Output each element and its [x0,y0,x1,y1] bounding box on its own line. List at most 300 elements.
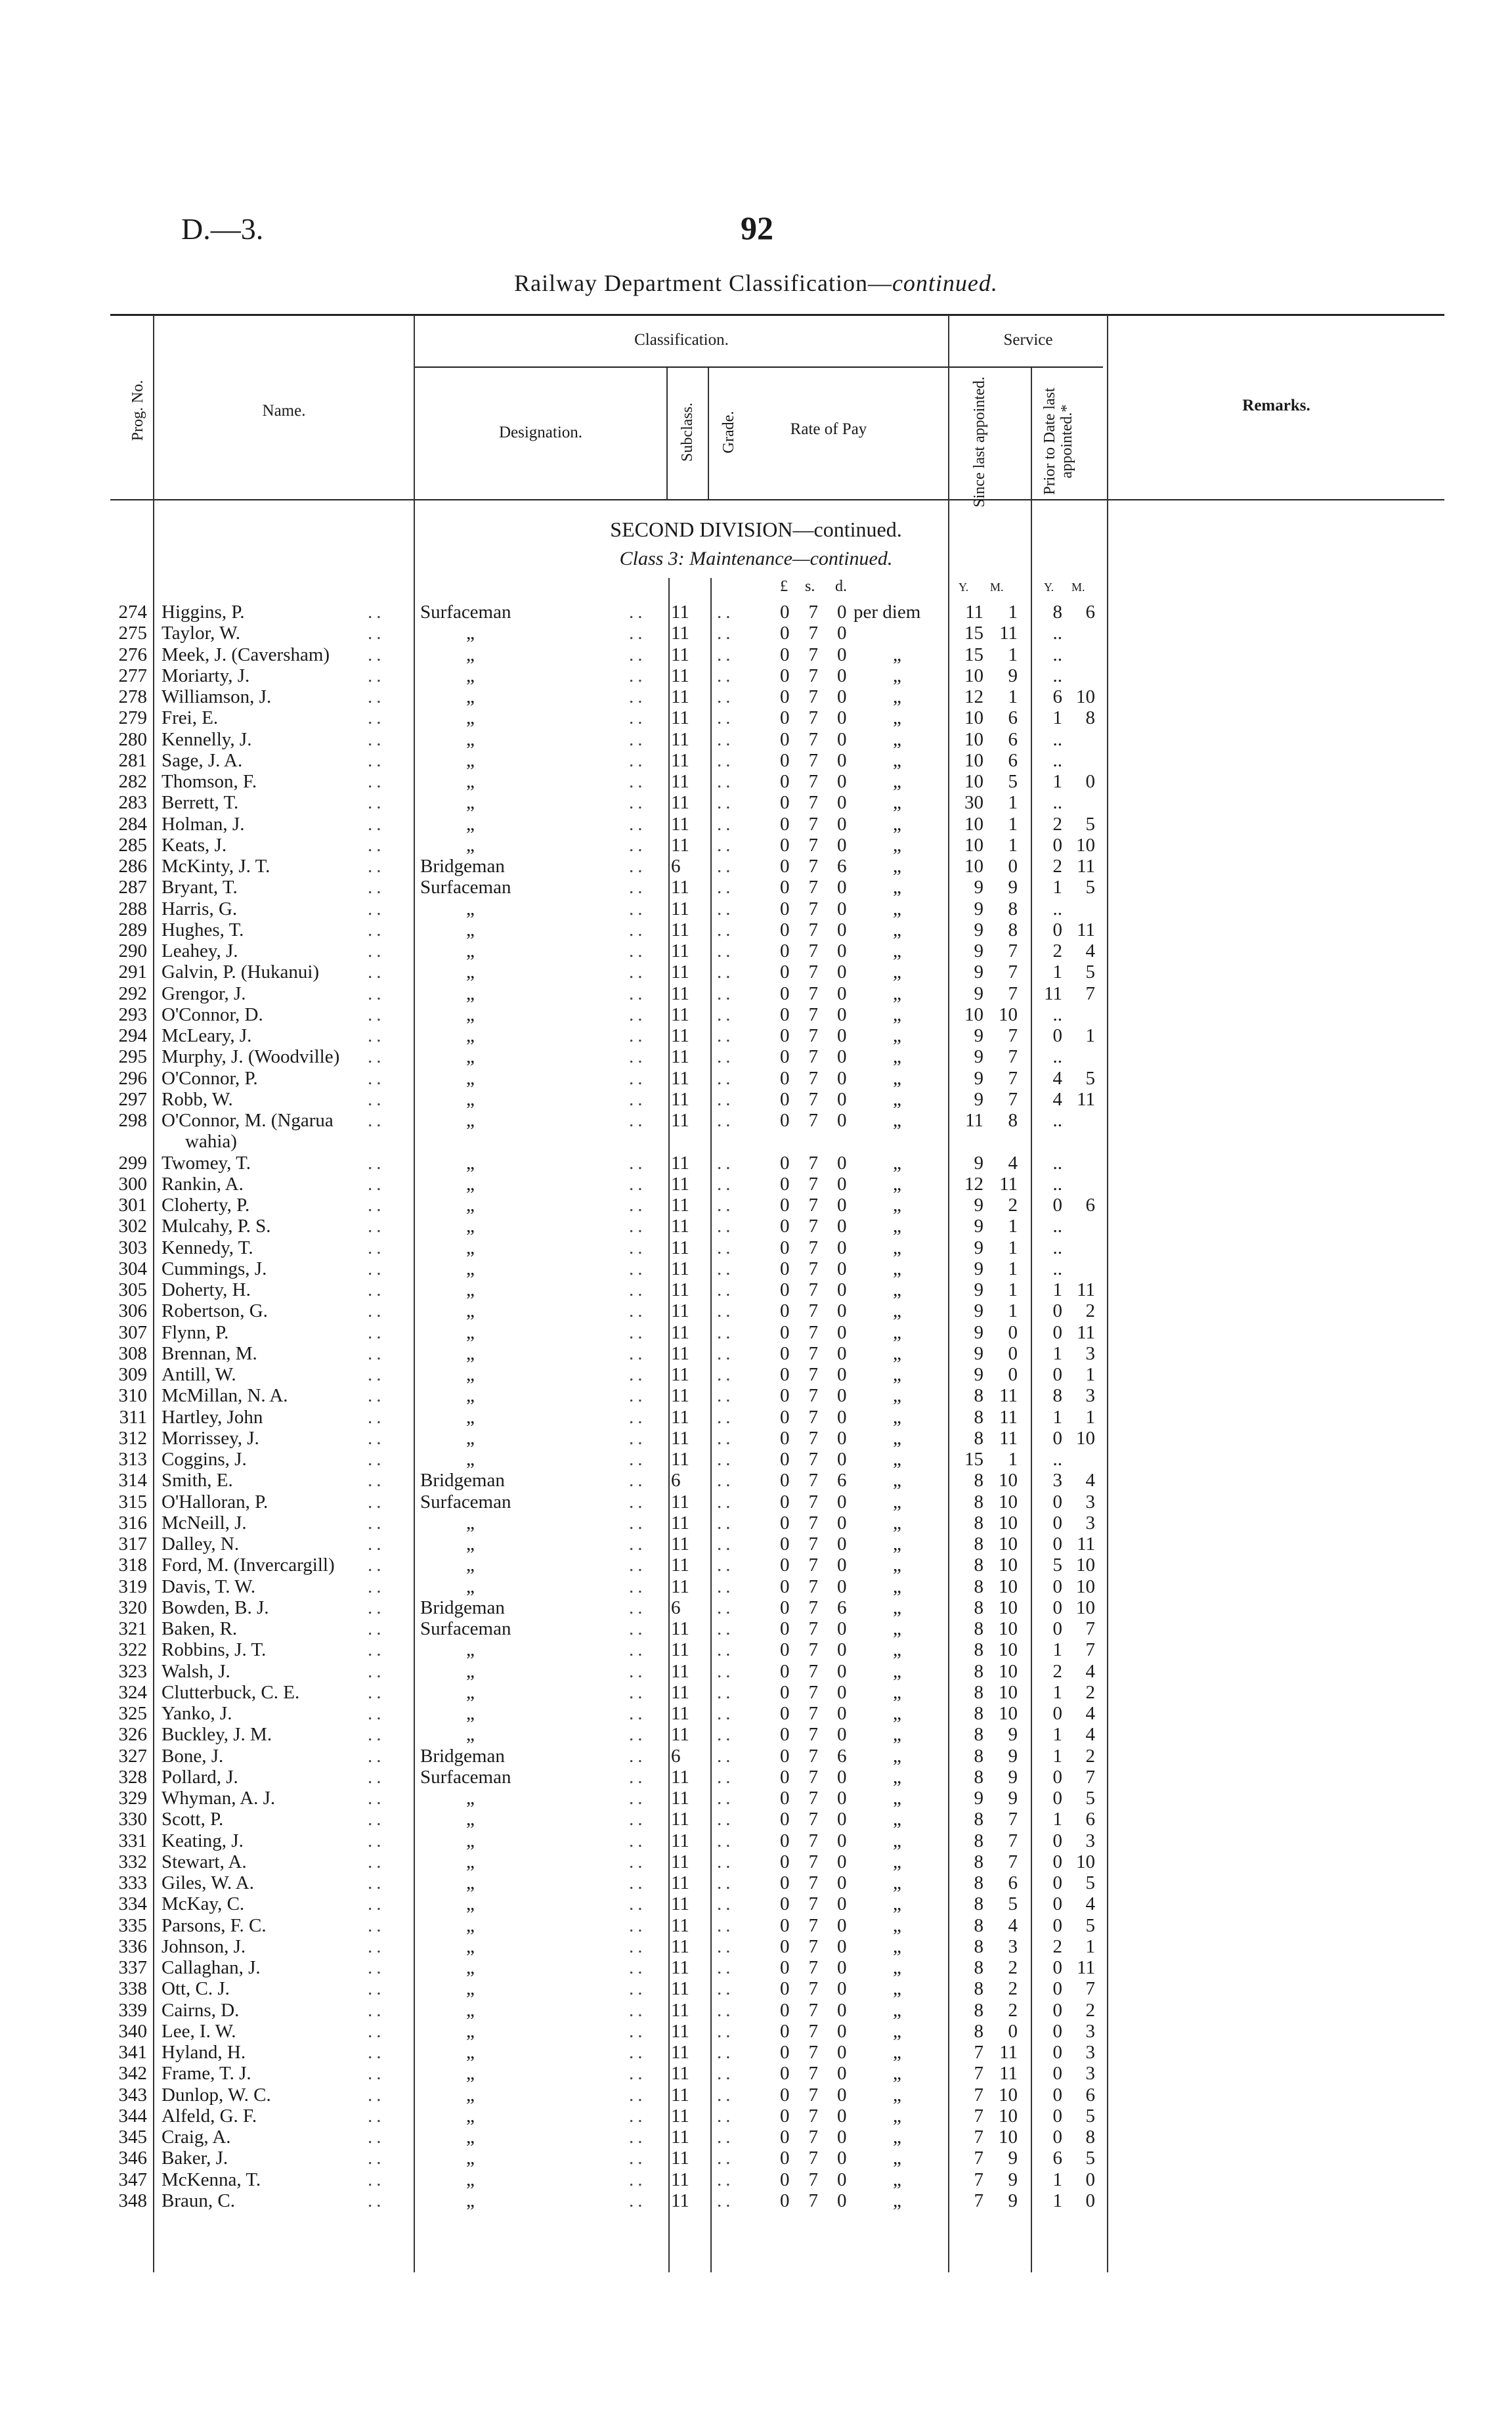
prior-years: 0 [1052,1830,1062,1851]
leader-dots: .. [368,1152,385,1174]
table-row [0,1491,1512,1512]
since-months: 11 [999,2042,1018,2063]
leader-dots: .. [368,1004,385,1025]
designation: „ [466,1385,475,1407]
designation: „ [466,771,475,792]
rate-unit: „ [893,1237,901,1258]
staff-name: Ott, C. J. [162,1978,230,2000]
col-header-grade: Grade. [720,410,737,454]
since-months: 10 [999,1534,1018,1555]
since-years: 8 [974,1427,983,1449]
prior-months: 4 [1085,1703,1095,1724]
rate-of-pay: 0 7 0 [780,792,847,814]
leader-dots: .. [629,1935,647,1957]
rate-of-pay: 0 7 0 [780,1935,847,1957]
leader-dots: .. [717,1067,735,1089]
rate-unit: „ [893,1809,901,1830]
leader-dots: .. [717,1703,735,1724]
col-header-rate: Rate of Pay [790,420,867,438]
since-years: 15 [964,623,983,644]
leader-dots: .. [717,1512,735,1534]
staff-name: Bowden, B. J. [162,1597,269,1618]
unit-shilling: s. [805,578,815,595]
prior-months: 10 [1076,1576,1095,1597]
designation: „ [466,813,475,835]
rate-of-pay: 0 7 6 [780,856,847,877]
designation: „ [466,1957,475,1978]
since-years: 7 [974,2105,983,2127]
leader-dots: .. [629,2190,647,2211]
col-header-remarks: Remarks. [1242,397,1310,414]
since-months: 4 [1008,1152,1018,1174]
subclass: 11 [671,1935,689,1957]
prog-number: 308 [118,1342,147,1364]
subclass: 11 [671,665,689,686]
rate-unit: „ [893,940,901,961]
leader-dots: .. [368,2105,385,2127]
rate-of-pay: 0 7 6 [780,1597,847,1618]
leader-dots: .. [368,1364,385,1385]
leader-dots: .. [629,2084,647,2106]
rate-unit: „ [893,1364,901,1385]
leader-dots: .. [629,961,647,983]
prog-number: 299 [118,1152,147,1174]
since-months: 5 [1008,1893,1018,1915]
rate-unit: „ [893,1110,901,1131]
prior-years: 6 [1052,686,1062,707]
prog-number: 332 [118,1851,147,1872]
subclass: 11 [671,1978,689,2000]
staff-name: Antill, W. [162,1364,236,1385]
prog-number: 282 [118,771,147,792]
leader-dots: .. [717,1576,735,1597]
rate-unit: „ [893,1004,901,1025]
since-months: 11 [999,1173,1018,1195]
rate-of-pay: 0 7 0 [780,1809,847,1830]
table-row [0,1343,1512,1364]
rate-unit: „ [893,1766,901,1788]
prog-number: 333 [118,1872,147,1893]
leader-dots: .. [368,1893,385,1915]
prior-months: 1 [1085,1406,1095,1428]
prog-number: 306 [118,1300,147,1322]
since-months: 10 [999,1703,1018,1724]
rate-unit: „ [893,707,901,729]
rate-unit: „ [893,1300,901,1322]
staff-name: Alfeld, G. F. [162,2105,257,2127]
staff-name: O'Connor, D. [162,1004,263,1025]
rate-of-pay: 0 7 0 [780,2063,847,2085]
prior-years: 0 [1052,2084,1062,2106]
leader-dots: .. [368,1406,385,1428]
leader-dots: .. [717,1449,735,1470]
since-years: 8 [974,1914,983,1936]
leader-dots: .. [368,792,385,814]
leader-dots: .. [629,919,647,940]
table-row [0,1025,1512,1046]
prior-months: 11 [1077,1279,1095,1300]
prior-years: 0 [1052,1766,1062,1788]
rate-unit: „ [893,1745,901,1767]
leader-dots: .. [368,1512,385,1534]
since-months: 2 [1008,1999,1018,2021]
leader-dots: .. [717,1809,735,1830]
rate-unit: „ [893,1279,901,1300]
prior-years: 0 [1052,1618,1062,1639]
prior-years: 0 [1052,1957,1062,1978]
leader-dots: .. [368,1279,385,1300]
prior-months: 11 [1077,1321,1095,1343]
table-row [0,1851,1512,1872]
header-mid-rule [414,366,1103,368]
prior-years: 0 [1052,1364,1062,1385]
rate-of-pay: 0 7 0 [780,834,847,856]
prior-years: 1 [1052,1406,1062,1428]
prog-number: 287 [118,877,147,898]
rate-unit: „ [893,1893,901,1915]
designation: „ [466,1639,475,1661]
leader-dots: .. [717,1173,735,1195]
prior-months: 1 [1085,1935,1095,1957]
staff-name: O'Connor, M. (Ngarua [162,1110,334,1131]
designation: „ [466,707,475,729]
unit-years-since: Y. [959,581,969,594]
since-years: 15 [964,644,983,665]
rate-unit: „ [893,1681,901,1703]
prior-years: 1 [1052,707,1062,729]
prior-years: 1 [1052,1745,1062,1767]
since-months: 1 [1008,602,1018,623]
prior-months: 4 [1085,940,1095,961]
leader-dots: .. [368,1830,385,1851]
leader-dots: .. [717,1618,735,1639]
leader-dots: .. [368,686,385,707]
designation: „ [466,2020,475,2042]
col-rule-3 [666,368,668,499]
leader-dots: .. [717,1470,735,1491]
leader-dots: .. [368,728,385,750]
table-row [0,1597,1512,1618]
leader-dots: .. [629,1110,647,1131]
rate-of-pay: 0 7 0 [780,961,847,983]
staff-name: Dunlop, W. C. [162,2084,271,2106]
prog-number: 318 [118,1555,147,1576]
subclass: 11 [671,1788,689,1809]
designation: „ [466,1534,475,1555]
since-years: 9 [974,1195,983,1216]
designation: Bridgeman [420,856,505,877]
subclass: 11 [671,1914,689,1936]
subclass: 6 [671,856,681,877]
leader-dots: .. [629,1618,647,1639]
prog-number: 344 [118,2105,147,2127]
rate-unit: „ [893,1427,901,1449]
rate-unit: per diem [853,602,921,623]
prior-years: 0 [1052,1427,1062,1449]
staff-name: McKay, C. [162,1893,245,1915]
since-months: 6 [1008,728,1018,750]
prior-months: 7 [1085,1978,1095,2000]
leader-dots: .. [368,961,385,983]
since-months: 10 [999,1681,1018,1703]
prior-months: 10 [1076,1427,1095,1449]
subclass: 11 [671,1088,689,1110]
leader-dots: .. [629,2063,647,2085]
leader-dots: .. [717,1534,735,1555]
table-row [0,1915,1512,1936]
since-months: 0 [1008,1364,1018,1385]
rate-of-pay: 0 7 0 [780,1660,847,1682]
since-years: 9 [974,961,983,983]
subclass: 11 [671,623,689,644]
designation: „ [466,1893,475,1915]
table-row [0,940,1512,961]
prog-number: 278 [118,686,147,707]
leader-dots: .. [629,1279,647,1300]
since-months: 10 [999,1470,1018,1491]
prior-years: 1 [1052,1342,1062,1364]
rate-of-pay: 0 7 0 [780,1534,847,1555]
prog-number: 319 [118,1576,147,1597]
leader-dots: .. [717,2063,735,2085]
leader-dots: .. [717,1406,735,1428]
leader-dots: .. [629,1534,647,1555]
rate-unit: „ [893,1576,901,1597]
leader-dots: .. [717,898,735,919]
since-years: 12 [964,686,983,707]
rate-of-pay: 0 7 0 [780,2020,847,2042]
since-months: 8 [1008,919,1018,940]
leader-dots: .. [629,1491,647,1512]
prior-years: 0 [1052,834,1062,856]
rate-unit: „ [893,1555,901,1576]
since-months: 9 [1008,2148,1018,2169]
prior-months: 2 [1085,1745,1095,1767]
unit-pound: £ [780,578,788,595]
leader-dots: .. [717,1788,735,1809]
leader-dots: .. [629,982,647,1004]
leader-dots: .. [629,1216,647,1237]
table-row [0,750,1512,771]
designation: „ [466,1724,475,1746]
prior-months: 2 [1085,1999,1095,2021]
designation: „ [466,2169,475,2190]
subclass: 11 [671,898,689,919]
rate-of-pay: 0 7 0 [780,1110,847,1131]
leader-dots: .. [717,877,735,898]
table-row [0,1639,1512,1660]
subclass: 6 [671,1470,681,1491]
title-continued: continued. [892,270,998,296]
table-row [0,665,1512,686]
rate-of-pay: 0 7 6 [780,1470,847,1491]
prog-number: 305 [118,1279,147,1300]
prior-months: 10 [1076,1851,1095,1872]
prior-months: 5 [1085,1872,1095,1893]
prog-number: 291 [118,961,147,983]
staff-name: Robertson, G. [162,1300,268,1322]
since-months: 11 [999,2063,1018,2085]
rate-unit: „ [893,1851,901,1872]
staff-name: Moriarty, J. [162,665,250,686]
subclass: 11 [671,644,689,665]
leader-dots: .. [368,1639,385,1661]
table-row [0,1004,1512,1025]
table-row [0,2127,1512,2148]
since-months: 6 [1008,1872,1018,1893]
leader-dots: .. [629,1427,647,1449]
prog-number: 324 [118,1681,147,1703]
since-months: 10 [999,1597,1018,1618]
since-years: 11 [965,1110,983,1131]
designation: „ [466,1237,475,1258]
since-months: 7 [1008,1025,1018,1046]
subclass: 11 [671,1152,689,1174]
leader-dots: .. [368,665,385,686]
since-months: 10 [999,2084,1018,2106]
rate-unit: „ [893,1957,901,1978]
rate-of-pay: 0 7 0 [780,623,847,644]
leader-dots: .. [368,2042,385,2063]
since-years: 10 [964,834,983,856]
since-months: 1 [1008,1258,1018,1279]
rate-of-pay: 0 7 0 [780,2169,847,2190]
since-years: 8 [974,1957,983,1978]
subclass: 11 [671,877,689,898]
table-row [0,1809,1512,1830]
rate-unit: „ [893,2169,901,2190]
prog-number: 310 [118,1385,147,1407]
rate-of-pay: 0 7 0 [780,1427,847,1449]
subclass: 11 [671,1110,689,1131]
prior-years: .. [1052,898,1062,919]
subclass: 11 [671,1576,689,1597]
since-months: 9 [1008,1766,1018,1788]
since-years: 10 [964,665,983,686]
prior-months: 5 [1085,1067,1095,1089]
leader-dots: .. [629,1470,647,1491]
leader-dots: .. [629,2127,647,2148]
leader-dots: .. [368,1724,385,1746]
designation: „ [466,1512,475,1534]
leader-dots: .. [368,1025,385,1046]
table-row [0,1153,1512,1174]
leader-dots: .. [717,707,735,729]
prog-number: 283 [118,792,147,814]
table-row [0,1195,1512,1216]
subclass: 11 [671,707,689,729]
prior-years: 1 [1052,1681,1062,1703]
prior-years: 0 [1052,1576,1062,1597]
leader-dots: .. [717,2190,735,2211]
prior-years: 1 [1052,1809,1062,1830]
staff-name: Scott, P. [162,1809,224,1830]
prior-months: 3 [1085,1512,1095,1534]
leader-dots: .. [717,919,735,940]
leader-dots: .. [629,1957,647,1978]
prior-years: .. [1052,1258,1062,1279]
prior-months: 7 [1085,1766,1095,1788]
since-years: 9 [974,1046,983,1068]
designation: „ [466,2042,475,2063]
designation: „ [466,1300,475,1322]
prior-months: 4 [1085,1660,1095,1682]
leader-dots: .. [717,1491,735,1512]
rate-unit: „ [893,665,901,686]
since-months: 7 [1008,982,1018,1004]
rate-unit: „ [893,1385,901,1407]
prior-months: 2 [1085,1300,1095,1322]
subclass: 11 [671,686,689,707]
rate-of-pay: 0 7 0 [780,1216,847,1237]
rate-of-pay: 0 7 0 [780,1046,847,1068]
subclass: 11 [671,1406,689,1428]
leader-dots: .. [368,1088,385,1110]
leader-dots: .. [629,623,647,644]
designation: „ [466,2105,475,2127]
staff-name: Coggins, J. [162,1449,247,1470]
rate-unit: „ [893,1491,901,1512]
since-months: 9 [1008,1745,1018,1767]
leader-dots: .. [629,1088,647,1110]
rate-unit: „ [893,1067,901,1089]
leader-dots: .. [629,1745,647,1767]
table-row [0,1364,1512,1385]
leader-dots: .. [368,1449,385,1470]
since-years: 8 [974,1534,983,1555]
subclass: 11 [671,1067,689,1089]
since-years: 30 [964,792,983,814]
prior-months: 6 [1085,602,1095,623]
since-years: 9 [974,1364,983,1385]
staff-name: Hartley, John [162,1406,263,1428]
rate-of-pay: 0 7 0 [780,2042,847,2063]
since-months: 10 [999,2105,1018,2127]
designation: „ [466,1025,475,1046]
leader-dots: .. [717,1745,735,1767]
unit-years-prior: Y. [1044,581,1054,594]
rate-unit: „ [893,1152,901,1174]
col-header-prior: Prior to Date last appointed.* [1041,387,1075,495]
rate-unit: „ [893,1406,901,1428]
leader-dots: .. [717,1957,735,1978]
designation: „ [466,1110,475,1131]
since-months: 5 [1008,771,1018,792]
since-years: 9 [974,898,983,919]
staff-name: Smith, E. [162,1470,233,1491]
staff-name: Rankin, A. [162,1173,244,1195]
prog-number: 338 [118,1978,147,2000]
leader-dots: .. [629,1046,647,1068]
leader-dots: .. [717,2105,735,2127]
table-row [0,1746,1512,1767]
designation: „ [466,1195,475,1216]
leader-dots: .. [629,1406,647,1428]
rate-unit: „ [893,1830,901,1851]
prior-months: 1 [1085,1025,1095,1046]
staff-name: Bryant, T. [162,877,238,898]
prior-years: .. [1052,1216,1062,1237]
rate-unit: „ [893,1935,901,1957]
leader-dots: .. [629,1788,647,1809]
prior-months: 6 [1085,2084,1095,2106]
leader-dots: .. [717,1681,735,1703]
designation: „ [466,1342,475,1364]
prog-number: 292 [118,982,147,1004]
leader-dots: .. [368,1173,385,1195]
prog-number: 309 [118,1364,147,1385]
staff-name: Frame, T. J. [162,2063,251,2085]
